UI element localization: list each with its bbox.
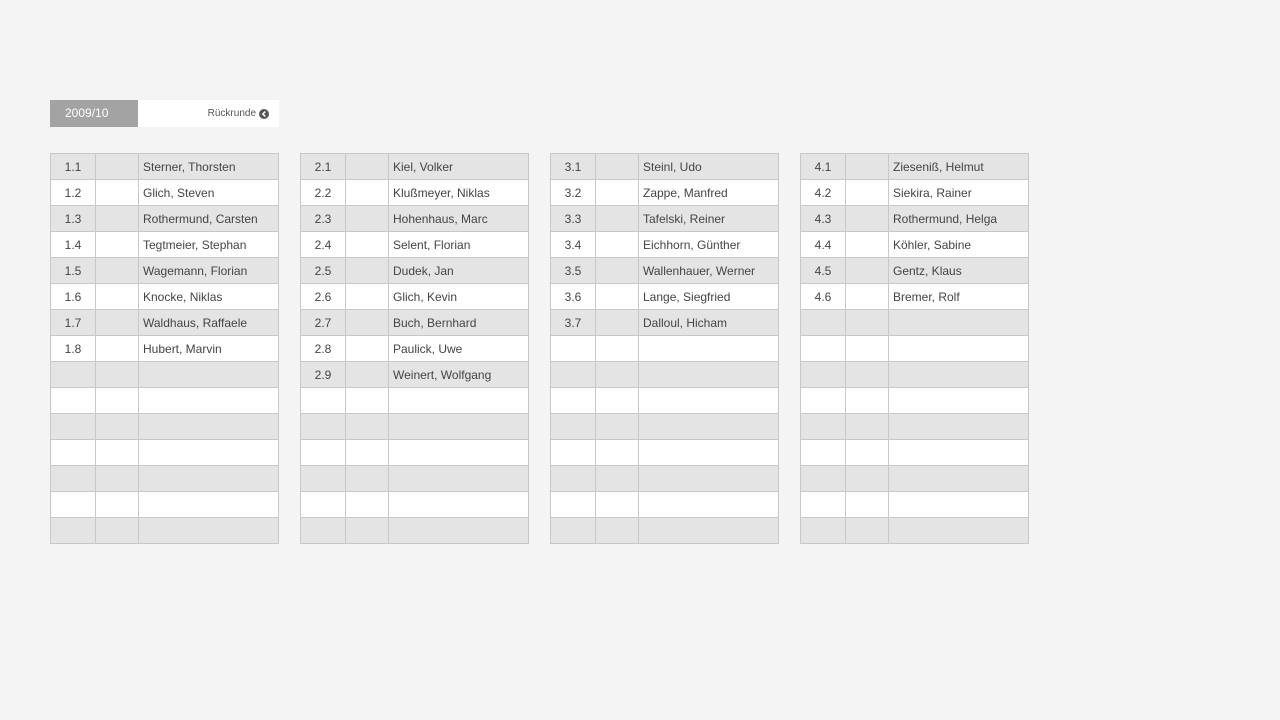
- player-number: [801, 310, 846, 336]
- player-row: [301, 206, 529, 232]
- empty-row: [51, 414, 279, 440]
- empty-row: [551, 492, 779, 518]
- player-mark-cell: [96, 362, 139, 388]
- player-name: [139, 362, 279, 388]
- empty-row: [801, 388, 1029, 414]
- player-name: [389, 492, 529, 518]
- empty-row: [301, 466, 529, 492]
- player-mark-cell: [346, 336, 389, 362]
- player-number: 1.1: [51, 154, 96, 180]
- player-number: [551, 388, 596, 414]
- player-row: [51, 336, 279, 362]
- player-mark-cell: [596, 440, 639, 466]
- player-mark-cell: [96, 388, 139, 414]
- player-number: 2.8: [301, 336, 346, 362]
- player-row: [51, 284, 279, 310]
- player-name: Rothermund, Carsten: [139, 206, 279, 232]
- player-row: [801, 206, 1029, 232]
- player-name: [889, 336, 1029, 362]
- player-mark-cell: [346, 310, 389, 336]
- team-1-table: [50, 153, 279, 544]
- player-name: Klußmeyer, Niklas: [389, 180, 529, 206]
- player-number: 1.2: [51, 180, 96, 206]
- player-name: [889, 414, 1029, 440]
- player-name: Tegtmeier, Stephan: [139, 232, 279, 258]
- player-row: [801, 232, 1029, 258]
- player-mark-cell: [846, 518, 889, 544]
- player-name: [639, 466, 779, 492]
- player-number: [51, 492, 96, 518]
- team-4-table: [800, 153, 1029, 544]
- player-number: [551, 336, 596, 362]
- player-number: 2.6: [301, 284, 346, 310]
- player-row: [51, 206, 279, 232]
- player-number: [801, 466, 846, 492]
- player-name: [389, 388, 529, 414]
- player-mark-cell: [846, 440, 889, 466]
- player-mark-cell: [596, 492, 639, 518]
- player-name: Zieseniß, Helmut: [889, 154, 1029, 180]
- player-name: Weinert, Wolfgang: [389, 362, 529, 388]
- player-name: [389, 414, 529, 440]
- player-mark-cell: [96, 310, 139, 336]
- empty-row: [301, 492, 529, 518]
- player-number: 4.4: [801, 232, 846, 258]
- player-name: Gentz, Klaus: [889, 258, 1029, 284]
- player-mark-cell: [846, 388, 889, 414]
- round-label: Rückrunde: [207, 108, 256, 119]
- player-row: [551, 310, 779, 336]
- player-mark-cell: [846, 336, 889, 362]
- empty-row: [301, 440, 529, 466]
- player-mark-cell: [596, 362, 639, 388]
- player-row: [301, 180, 529, 206]
- player-mark-cell: [596, 336, 639, 362]
- player-number: 1.6: [51, 284, 96, 310]
- player-mark-cell: [846, 206, 889, 232]
- player-number: 2.5: [301, 258, 346, 284]
- player-number: [801, 414, 846, 440]
- player-row: [801, 258, 1029, 284]
- player-row: [301, 310, 529, 336]
- player-name: Zappe, Manfred: [639, 180, 779, 206]
- player-number: 3.1: [551, 154, 596, 180]
- player-name: [139, 492, 279, 518]
- player-number: 2.3: [301, 206, 346, 232]
- player-number: [51, 440, 96, 466]
- player-mark-cell: [596, 388, 639, 414]
- player-name: Kiel, Volker: [389, 154, 529, 180]
- player-number: 2.2: [301, 180, 346, 206]
- player-number: [51, 518, 96, 544]
- player-number: [801, 518, 846, 544]
- player-number: [801, 388, 846, 414]
- player-number: 3.2: [551, 180, 596, 206]
- player-mark-cell: [596, 206, 639, 232]
- player-name: Steinl, Udo: [639, 154, 779, 180]
- player-mark-cell: [96, 518, 139, 544]
- player-mark-cell: [346, 154, 389, 180]
- empty-row: [551, 336, 779, 362]
- player-row: [301, 362, 529, 388]
- player-mark-cell: [96, 258, 139, 284]
- empty-row: [51, 518, 279, 544]
- player-name: Rothermund, Helga: [889, 206, 1029, 232]
- player-name: [389, 466, 529, 492]
- player-number: [301, 466, 346, 492]
- player-row: [51, 154, 279, 180]
- empty-row: [801, 310, 1029, 336]
- player-number: [551, 414, 596, 440]
- player-mark-cell: [346, 206, 389, 232]
- player-name: Wagemann, Florian: [139, 258, 279, 284]
- player-mark-cell: [846, 154, 889, 180]
- player-number: 1.7: [51, 310, 96, 336]
- player-mark-cell: [596, 258, 639, 284]
- circle-arrow-left-icon: [259, 109, 269, 119]
- player-mark-cell: [96, 440, 139, 466]
- player-number: 3.7: [551, 310, 596, 336]
- player-row: [801, 180, 1029, 206]
- player-mark-cell: [96, 414, 139, 440]
- player-row: [301, 232, 529, 258]
- player-row: [551, 284, 779, 310]
- player-name: Tafelski, Reiner: [639, 206, 779, 232]
- empty-row: [51, 492, 279, 518]
- player-name: [889, 466, 1029, 492]
- player-row: [51, 180, 279, 206]
- player-row: [551, 180, 779, 206]
- player-number: 4.3: [801, 206, 846, 232]
- player-mark-cell: [346, 232, 389, 258]
- player-row: [801, 284, 1029, 310]
- player-name: [889, 492, 1029, 518]
- empty-row: [801, 518, 1029, 544]
- player-mark-cell: [96, 180, 139, 206]
- player-mark-cell: [96, 284, 139, 310]
- player-row: [801, 154, 1029, 180]
- player-number: 4.6: [801, 284, 846, 310]
- player-row: [551, 206, 779, 232]
- player-number: [551, 518, 596, 544]
- player-mark-cell: [96, 154, 139, 180]
- player-name: [889, 518, 1029, 544]
- player-name: Lange, Siegfried: [639, 284, 779, 310]
- player-number: 2.7: [301, 310, 346, 336]
- empty-row: [551, 414, 779, 440]
- player-mark-cell: [346, 362, 389, 388]
- player-number: 2.4: [301, 232, 346, 258]
- player-mark-cell: [596, 154, 639, 180]
- player-number: 3.3: [551, 206, 596, 232]
- player-mark-cell: [596, 518, 639, 544]
- empty-row: [51, 440, 279, 466]
- player-name: [639, 440, 779, 466]
- empty-row: [301, 518, 529, 544]
- empty-row: [551, 440, 779, 466]
- player-number: 1.4: [51, 232, 96, 258]
- player-name: [889, 388, 1029, 414]
- player-name: [889, 362, 1029, 388]
- player-mark-cell: [846, 414, 889, 440]
- player-mark-cell: [96, 206, 139, 232]
- player-number: [551, 466, 596, 492]
- player-mark-cell: [96, 466, 139, 492]
- player-number: 4.2: [801, 180, 846, 206]
- player-name: [639, 336, 779, 362]
- player-mark-cell: [846, 466, 889, 492]
- player-mark-cell: [846, 180, 889, 206]
- player-mark-cell: [346, 492, 389, 518]
- player-number: [551, 492, 596, 518]
- player-mark-cell: [596, 466, 639, 492]
- player-row: [51, 232, 279, 258]
- empty-row: [801, 440, 1029, 466]
- player-row: [51, 310, 279, 336]
- player-number: [801, 362, 846, 388]
- player-mark-cell: [846, 310, 889, 336]
- player-mark-cell: [596, 310, 639, 336]
- empty-row: [551, 362, 779, 388]
- player-mark-cell: [346, 180, 389, 206]
- player-mark-cell: [846, 232, 889, 258]
- player-number: [51, 466, 96, 492]
- player-number: [801, 336, 846, 362]
- player-number: [801, 492, 846, 518]
- player-name: Glich, Kevin: [389, 284, 529, 310]
- player-row: [551, 258, 779, 284]
- player-row: [551, 154, 779, 180]
- player-mark-cell: [346, 414, 389, 440]
- player-mark-cell: [596, 284, 639, 310]
- player-number: 1.3: [51, 206, 96, 232]
- player-number: 4.1: [801, 154, 846, 180]
- player-name: Eichhorn, Günther: [639, 232, 779, 258]
- player-number: 2.9: [301, 362, 346, 388]
- player-number: [301, 492, 346, 518]
- empty-row: [801, 336, 1029, 362]
- player-name: [389, 518, 529, 544]
- empty-row: [51, 466, 279, 492]
- player-name: [889, 440, 1029, 466]
- player-name: Hohenhaus, Marc: [389, 206, 529, 232]
- player-name: Buch, Bernhard: [389, 310, 529, 336]
- player-number: [301, 518, 346, 544]
- round-toggle-button[interactable]: [138, 100, 279, 127]
- player-mark-cell: [96, 232, 139, 258]
- player-name: Sterner, Thorsten: [139, 154, 279, 180]
- player-number: [301, 440, 346, 466]
- player-number: [551, 362, 596, 388]
- empty-row: [301, 388, 529, 414]
- player-mark-cell: [846, 258, 889, 284]
- empty-row: [801, 492, 1029, 518]
- player-row: [301, 258, 529, 284]
- team-2-table: [300, 153, 529, 544]
- player-name: [639, 518, 779, 544]
- player-name: [889, 310, 1029, 336]
- player-number: 3.6: [551, 284, 596, 310]
- player-mark-cell: [596, 180, 639, 206]
- player-name: Bremer, Rolf: [889, 284, 1029, 310]
- empty-row: [51, 388, 279, 414]
- player-number: [801, 440, 846, 466]
- player-mark-cell: [96, 492, 139, 518]
- player-mark-cell: [96, 336, 139, 362]
- player-mark-cell: [346, 388, 389, 414]
- empty-row: [801, 362, 1029, 388]
- player-name: [639, 388, 779, 414]
- player-name: [139, 466, 279, 492]
- season-header: [50, 100, 279, 127]
- player-row: [301, 336, 529, 362]
- player-number: 1.8: [51, 336, 96, 362]
- empty-row: [801, 414, 1029, 440]
- player-name: Wallenhauer, Werner: [639, 258, 779, 284]
- player-number: 4.5: [801, 258, 846, 284]
- empty-row: [51, 362, 279, 388]
- team-3-table: [550, 153, 779, 544]
- player-name: [139, 414, 279, 440]
- player-number: [301, 414, 346, 440]
- player-name: [389, 440, 529, 466]
- player-number: [301, 388, 346, 414]
- player-name: [139, 518, 279, 544]
- player-name: Dudek, Jan: [389, 258, 529, 284]
- player-mark-cell: [846, 284, 889, 310]
- player-number: 3.4: [551, 232, 596, 258]
- player-mark-cell: [346, 440, 389, 466]
- player-name: [639, 414, 779, 440]
- player-name: [639, 362, 779, 388]
- player-name: [639, 492, 779, 518]
- player-row: [301, 284, 529, 310]
- player-mark-cell: [346, 284, 389, 310]
- player-name: Köhler, Sabine: [889, 232, 1029, 258]
- player-mark-cell: [846, 362, 889, 388]
- player-name: Siekira, Rainer: [889, 180, 1029, 206]
- player-mark-cell: [346, 518, 389, 544]
- player-mark-cell: [346, 258, 389, 284]
- empty-row: [301, 414, 529, 440]
- player-row: [301, 154, 529, 180]
- player-number: [51, 362, 96, 388]
- player-number: [51, 388, 96, 414]
- player-mark-cell: [846, 492, 889, 518]
- player-name: Selent, Florian: [389, 232, 529, 258]
- player-name: Knocke, Niklas: [139, 284, 279, 310]
- player-name: Paulick, Uwe: [389, 336, 529, 362]
- empty-row: [551, 466, 779, 492]
- player-number: 2.1: [301, 154, 346, 180]
- player-name: [139, 440, 279, 466]
- season-label: 2009/10: [50, 100, 138, 127]
- player-mark-cell: [596, 232, 639, 258]
- empty-row: [551, 388, 779, 414]
- player-name: Hubert, Marvin: [139, 336, 279, 362]
- player-number: 3.5: [551, 258, 596, 284]
- player-mark-cell: [596, 414, 639, 440]
- player-row: [551, 232, 779, 258]
- player-number: [51, 414, 96, 440]
- player-row: [51, 258, 279, 284]
- player-name: Glich, Steven: [139, 180, 279, 206]
- empty-row: [801, 466, 1029, 492]
- player-number: [551, 440, 596, 466]
- player-number: 1.5: [51, 258, 96, 284]
- empty-row: [551, 518, 779, 544]
- player-mark-cell: [346, 466, 389, 492]
- player-name: [139, 388, 279, 414]
- player-name: Dalloul, Hicham: [639, 310, 779, 336]
- player-name: Waldhaus, Raffaele: [139, 310, 279, 336]
